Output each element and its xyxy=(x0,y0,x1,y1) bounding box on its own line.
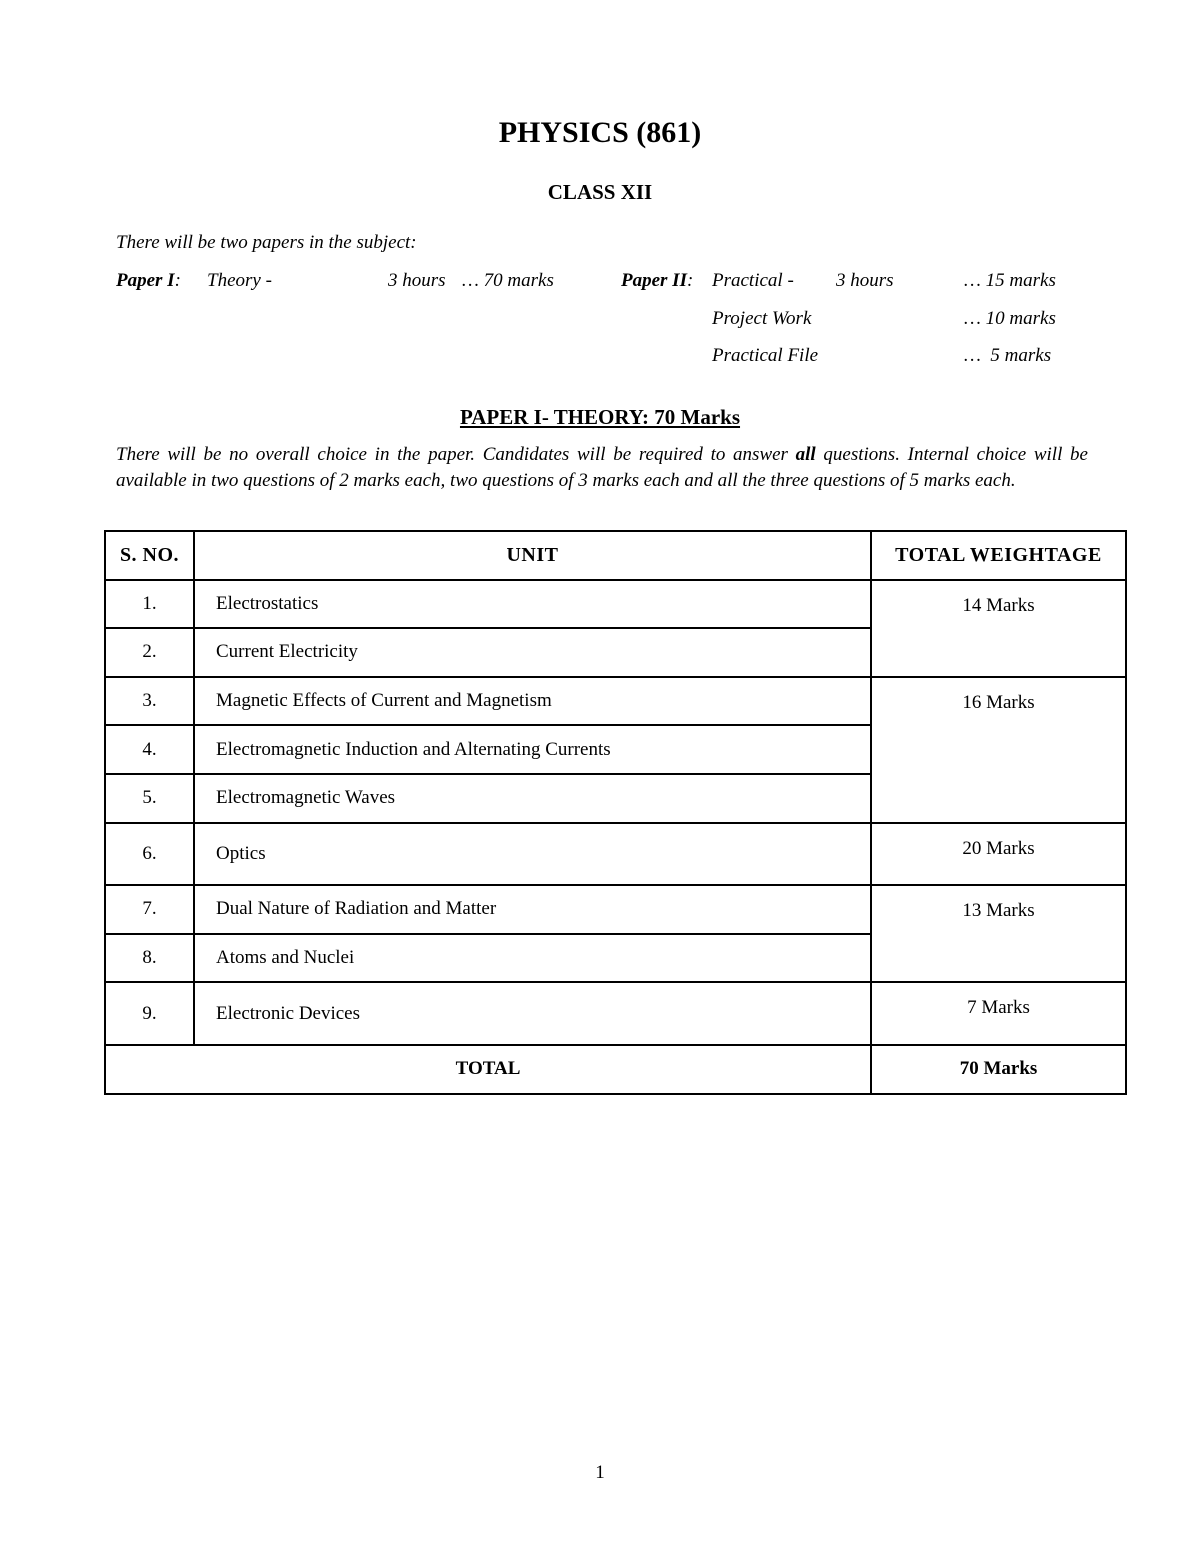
paper2-item-name: Project Work xyxy=(712,308,812,329)
paper2-item-marks: … 10 marks xyxy=(964,308,1056,329)
sno-cell: 7. xyxy=(105,885,194,934)
instructions-paragraph xyxy=(116,442,1088,494)
paper2-colon: : xyxy=(686,270,694,291)
paper1-marks: … 70 marks xyxy=(462,270,554,291)
section-heading: PAPER I- THEORY: 70 Marks xyxy=(459,405,741,429)
paper1-label xyxy=(116,270,181,292)
weightage-cell: 20 Marks xyxy=(871,823,1126,886)
table-row xyxy=(105,982,1126,1045)
paper2-item-marks: … 5 marks xyxy=(964,345,1052,366)
paper2-item-name: Practical - xyxy=(712,270,794,291)
paper1-duration: 3 hours xyxy=(388,270,446,291)
unit-cell: Electromagnetic Induction and Alternating Currents xyxy=(194,725,871,774)
table-row xyxy=(105,885,1126,934)
total-label: TOTAL xyxy=(105,1045,871,1094)
instructions-text: There will be no overall choice in the paper. Candidates will be required to answer xyxy=(116,444,796,465)
table-row xyxy=(105,580,1126,629)
sno-cell: 2. xyxy=(105,628,194,677)
header-unit: UNIT xyxy=(194,531,871,580)
unit-cell: Electromagnetic Waves xyxy=(194,774,871,823)
paper2-item-name: Practical File xyxy=(712,345,819,366)
paper1-type: Theory - xyxy=(207,270,272,291)
unit-cell: Optics xyxy=(194,823,871,886)
unit-cell: Magnetic Effects of Current and Magnetism xyxy=(194,677,871,726)
weightage-cell: 14 Marks xyxy=(871,580,1126,677)
instructions-text: questions. Internal choice will be available in two questions of 2 marks each, two questions of 3 marks each and all the three questions of 5 marks each. xyxy=(116,444,1088,491)
page-number: 1 xyxy=(595,1462,605,1483)
paper2-item-marks: … 15 marks xyxy=(964,270,1056,291)
header-sno: S. NO. xyxy=(105,531,194,580)
sno-cell: 5. xyxy=(105,774,194,823)
table-row xyxy=(105,677,1126,726)
weightage-cell: 7 Marks xyxy=(871,982,1126,1045)
weightage-cell: 16 Marks xyxy=(871,677,1126,823)
sno-cell: 6. xyxy=(105,823,194,886)
paper1-colon: : xyxy=(174,270,181,291)
sno-cell: 3. xyxy=(105,677,194,726)
paper2-label-text: Paper II xyxy=(621,270,687,291)
paper2-item-duration: 3 hours xyxy=(836,270,894,291)
table-header-row xyxy=(105,531,1126,580)
weightage-cell: 13 Marks xyxy=(871,885,1126,982)
page-subtitle: CLASS XII xyxy=(547,180,653,204)
table-row xyxy=(105,823,1126,886)
page-title: PHYSICS (861) xyxy=(498,116,702,149)
instructions-emphasis: all xyxy=(795,444,816,465)
sno-cell: 9. xyxy=(105,982,194,1045)
total-value: 70 Marks xyxy=(871,1045,1126,1094)
sno-cell: 4. xyxy=(105,725,194,774)
unit-cell: Electronic Devices xyxy=(194,982,871,1045)
paper1-label-text: Paper I xyxy=(116,270,175,291)
unit-cell: Dual Nature of Radiation and Matter xyxy=(194,885,871,934)
weightage-table xyxy=(104,530,1127,1095)
intro-text: There will be two papers in the subject: xyxy=(116,232,417,253)
header-weightage: TOTAL WEIGHTAGE xyxy=(871,531,1126,580)
sno-cell: 1. xyxy=(105,580,194,629)
unit-cell: Electrostatics xyxy=(194,580,871,629)
unit-cell: Atoms and Nuclei xyxy=(194,934,871,983)
table-total-row xyxy=(105,1045,1126,1094)
paper2-label xyxy=(621,270,693,292)
sno-cell: 8. xyxy=(105,934,194,983)
unit-cell: Current Electricity xyxy=(194,628,871,677)
